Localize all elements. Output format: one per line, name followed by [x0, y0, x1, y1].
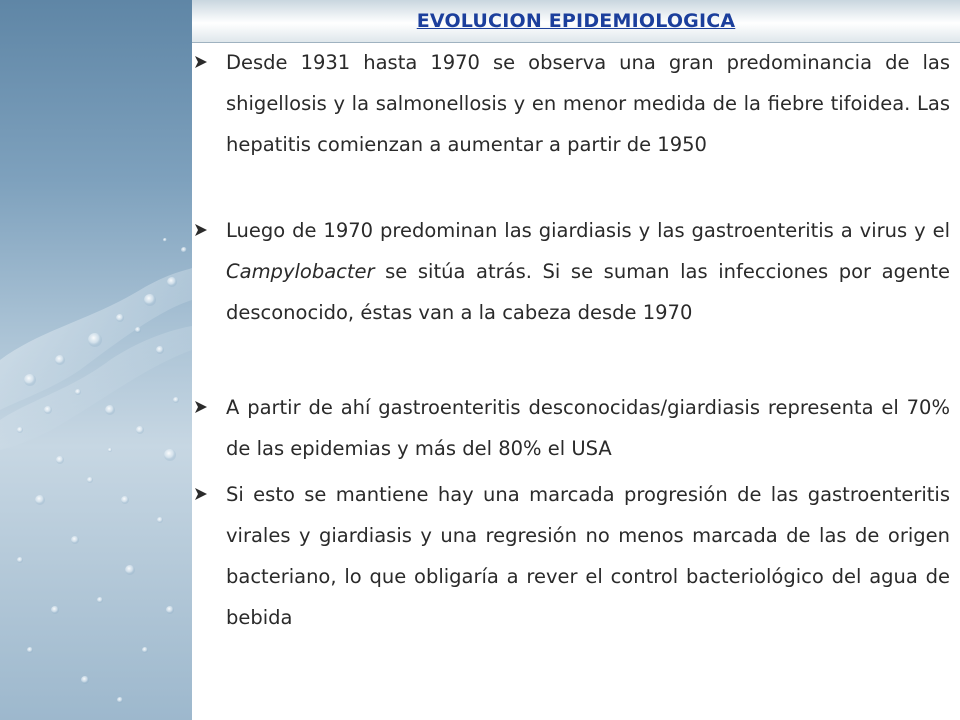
bullet-text-part: Luego de 1970 predominan las giardiasis y las gastroenteritis a virus y el: [226, 219, 950, 242]
arrow-bullet-icon: [192, 52, 222, 72]
bullet-text: Si esto se mantiene hay una marcada progresión de las gastroenteritis virales y giardiasis y una regresión no menos marcada de las de origen bacteriano, lo que obligaría a rever el control bacteriológico del agua de bebida: [226, 483, 950, 629]
bullet-text: A partir de ahí gastroenteritis desconocidas/giardiasis representa el 70% de las epidemias y más del 80% el USA: [226, 396, 950, 460]
bullet-text-italic: Campylobacter: [226, 260, 375, 283]
water-splash-image: [0, 0, 192, 720]
title-bar: [192, 0, 960, 43]
bullet-text: Desde 1931 hasta 1970 se observa una gran predominancia de las shigellosis y la salmonellosis y en menor medida de la fiebre tifoidea. Las hepatitis comienzan a aumentar a partir de 1950: [226, 51, 950, 156]
arrow-bullet-icon: [192, 397, 222, 417]
bullet-text-part: se sitúa atrás. Si se suman las infecciones por agente desconocido, éstas van a la cabeza desde 1970: [226, 260, 950, 324]
page-title: EVOLUCION EPIDEMIOLOGICA: [416, 10, 736, 32]
water-splash-panel: [0, 0, 192, 720]
arrow-bullet-icon: [192, 484, 222, 504]
arrow-bullet-icon: [192, 220, 222, 240]
bullet-text: [226, 210, 950, 333]
